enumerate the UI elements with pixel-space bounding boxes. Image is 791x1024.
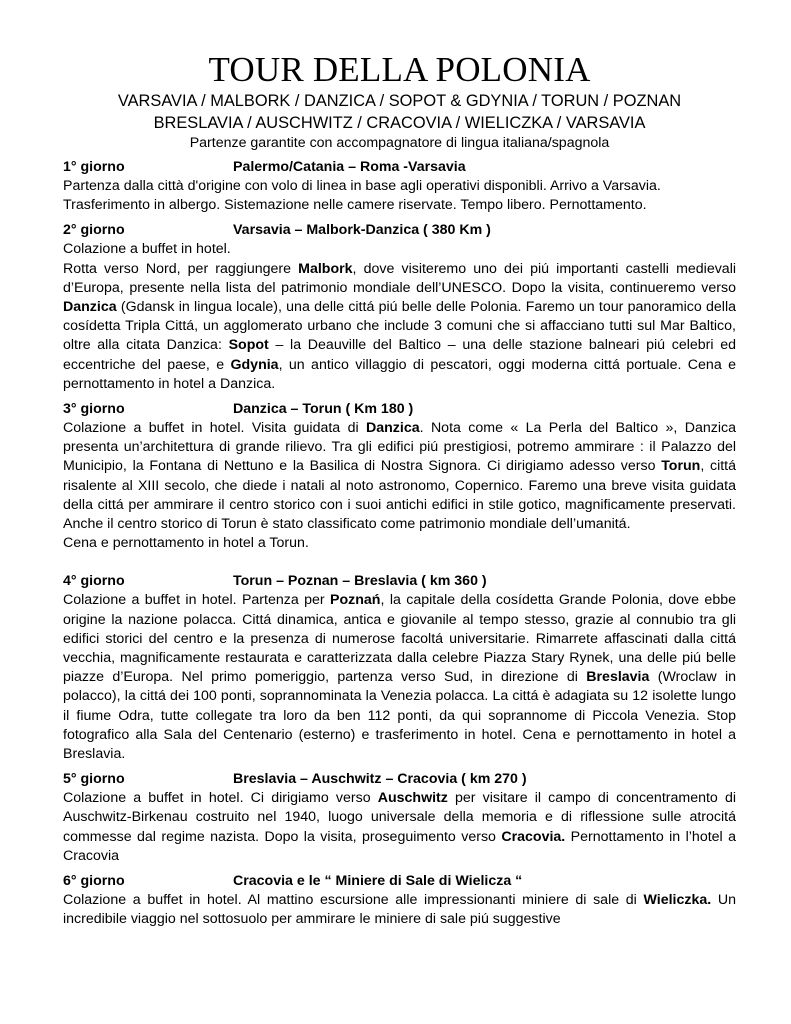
day-6-heading bbox=[63, 872, 736, 891]
day-6-section bbox=[63, 872, 736, 929]
day-2-heading bbox=[63, 221, 736, 240]
day-2-route: Varsavia – Malbork-Danzica ( 380 Km ) bbox=[233, 222, 491, 239]
day-5-text: Colazione a buffet in hotel. Ci dirigiamo verso Auschwitz per visitare il campo di concentramento di Auschwitz-Birkenau costruito nel 1940, luogo universale della memoria e di riflessione sulle atrocitá commesse dal regime nazista. Dopo la visita, proseguimento verso Cracovia. Pernottamento in l’hotel a Cracovia bbox=[63, 790, 737, 864]
day-5-number: 5° giorno bbox=[63, 771, 125, 788]
day-5-route: Breslavia – Auschwitz – Cracovia ( km 270 ) bbox=[233, 771, 527, 788]
document-title: TOUR DELLA POLONIA bbox=[208, 50, 591, 89]
day-1-text: Partenza dalla città d'origine con volo di linea in base agli operativi disponibli. Arrivo a Varsavia. Trasferimento in albergo. Sistemazione nelle camere riservate. Tempo libero. Pernottamento. bbox=[63, 178, 661, 214]
day-4-number: 4° giorno bbox=[63, 573, 125, 590]
day-3-text: Colazione a buffet in hotel. Visita guidata di Danzica. Nota come « La Perla del Baltico », Danzica presenta un’architettura di grande rilievo. Tra gli edifici piú prestigiosi, potremo ammirare : il Palazzo del Municipio, la Fontana di Nettuno e la Basilica di Nostra Signora. Ci dirigiamo adesso verso Torun, cittá risalente al XIII secolo, che diede i natali al noto astronomo, Copernico. Faremo una breve visita guidata della cittá per ammirare il centro storico con i suoi antichi edifici in stile gotico, magnificamente preservati. Anche il centro storico di Torun è stato classificato come patrimonio mondiale dell’umanitá. bbox=[63, 420, 736, 533]
itinerary-line-2: BRESLAVIA / AUSCHWITZ / CRACOVIA / WIELICZKA / VARSAVIA bbox=[153, 114, 646, 132]
day-6-route: Cracovia e le “ Miniere di Sale di Wielicza “ bbox=[233, 873, 523, 890]
day-3-number: 3° giorno bbox=[63, 401, 125, 418]
day-4-heading bbox=[63, 572, 736, 591]
day-3-section bbox=[63, 400, 736, 572]
day-2-text: Rotta verso Nord, per raggiungere Malbork, dove visiteremo uno dei piú importanti castelli medievali d’Europa, presente nella lista del patrimonio mondiale dell’UNESCO. Dopo la visita, continueremo verso Danzica (Gdansk in lingua locale), una delle cittá piú belle delle Polonia. Faremo un tour panoramico della cosídetta Tripla Cittá, un agglomerato urbano che include 3 comuni che si affacciano tutti sul Mar Baltico, oltre alla citata Danzica: Sopot – la Deauville del Baltico – una delle stazione balneari piú celebri ed eccentriche del paese, e Gdynia, un antico villaggio di pescatori, oggi moderna cittá portuale. Cena e pernottamento in hotel a Danzica. bbox=[63, 260, 737, 392]
itinerary-line-1: VARSAVIA / MALBORK / DANZICA / SOPOT & GDYNIA / TORUN / POZNAN bbox=[117, 92, 682, 110]
day-1-section bbox=[63, 158, 736, 215]
day-2-number: 2° giorno bbox=[63, 222, 125, 239]
day-5-heading bbox=[63, 770, 736, 789]
day-1-heading bbox=[63, 158, 736, 177]
day-3-heading bbox=[63, 400, 736, 419]
day-2-section bbox=[63, 221, 736, 394]
day-6-number: 6° giorno bbox=[63, 873, 125, 890]
day-3-dinner: Cena e pernottamento in hotel a Torun. bbox=[63, 535, 309, 552]
document-page bbox=[63, 50, 736, 930]
day-6-text: Colazione a buffet in hotel. Al mattino escursione alle impressionanti miniere di sale di Wieliczka. Un incredibile viaggio nel sottosuolo per ammirare le miniere di sale piú suggestive bbox=[63, 892, 737, 928]
day-5-section bbox=[63, 770, 736, 866]
day-3-route: Danzica – Torun ( Km 180 ) bbox=[233, 401, 414, 418]
day-1-number: 1° giorno bbox=[63, 159, 125, 175]
subtitle: Partenze garantite con accompagnatore di lingua italiana/spagnola bbox=[189, 135, 610, 151]
blank-line bbox=[63, 553, 736, 572]
day-4-section bbox=[63, 572, 736, 764]
day-4-route: Torun – Poznan – Breslavia ( km 360 ) bbox=[233, 573, 487, 590]
day-2-breakfast: Colazione a buffet in hotel. bbox=[63, 241, 231, 258]
day-1-route: Palermo/Catania – Roma -Varsavia bbox=[233, 159, 466, 175]
day-4-text: Colazione a buffet in hotel. Partenza per Poznań, la capitale della cosídetta Grande Polonia, dove ebbe origine la nazione polacca. Cittá dinamica, antica e giovanile al tempo stesso, grazie al connubio tra gli edifici storici del centro e la presenza di numerose facoltá universitarie. Rimarrete affascinati dalla cittá vecchia, magnificamente restaurata e caratterizzata dalla celebre Piazza Stary Rynek, una delle piú belle piazze d’Europa. Nel primo pomeriggio, partenza verso Sud, in direzione di Breslavia (Wroclaw in polacco), la cittá dei 100 ponti, soprannominata la Venezia polacca. La cittá è adagiata su 12 isolette lungo il fiume Odra, tutte collegate tra loro da ben 112 ponti, da qui soprannome di Piccola Venezia. Stop fotografico alla Sala del Centenario (esterno) e trasferimento in hotel. Cena e pernottamento in hotel a Breslavia. bbox=[63, 592, 736, 763]
